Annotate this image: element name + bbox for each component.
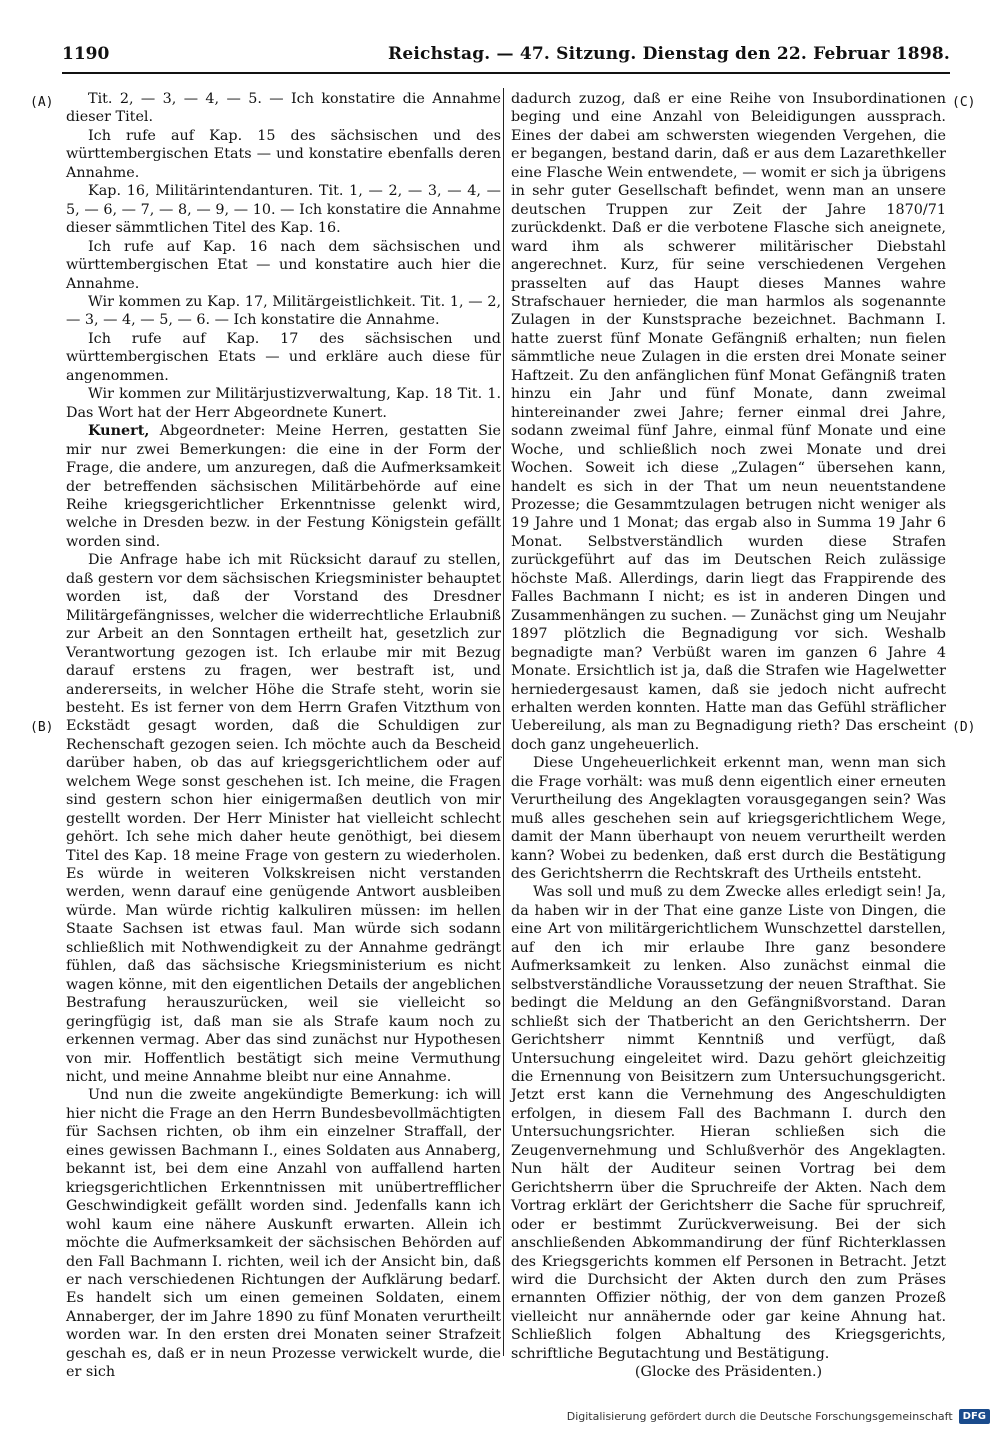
paragraph: Ich rufe auf Kap. 17 des sächsischen und württembergischen Etats — und erkläre auch diese für angenommen. bbox=[66, 330, 501, 384]
column-divider bbox=[503, 88, 504, 1356]
paragraph: Ich rufe auf Kap. 15 des sächsischen und des württembergischen Etats — und konstatire ebenfalls deren Annahme. bbox=[66, 127, 501, 181]
footer bbox=[567, 1409, 990, 1424]
speaker-name: Kunert, bbox=[88, 423, 150, 440]
margin-letter-b: (B) bbox=[30, 720, 54, 735]
paragraph: Wir kommen zur Militärjustizverwaltung, Kap. 18 Tit. 1. Das Wort hat der Herr Abgeordnete Kunert. bbox=[66, 386, 501, 421]
paragraph: Was soll und muß zu dem Zwecke alles erledigt sein! Ja, da haben wir in der That eine ganze Liste von Dingen, die eine Art von militärgerichtlichem Wunschzettel darstellen, auf den ich mir erlaube Ihre ganz besondere Aufmerksamkeit zu lenken. Also zunächst einmal die selbstverständliche Voraussetzung der neuen Strafthat. Sie bedingt die Meldung an den Gefängnißvorstand. Daran schließt sich der Thatbericht an den Gerichtsherrn. Der Gerichtsherr nimmt Kenntniß und verfügt, daß Untersuchung eingeleitet wird. Dazu gehört gleichzeitig die Ernennung von Beisitzern zum Untersuchungsgericht. Jetzt erst kann die Vernehmung des Angeschuldigten erfolgen, in diesem Fall des Bachmann I. durch den Untersuchungsrichter. Hieran schließen sich die Zeugenvernehmung und Schlußverhör des Angeklagten. Nun hält der Auditeur seinen Vortrag bei dem Gerichtsherrn über die Spruchreife der Akten. Nach dem Vortrag erklärt der Gerichtsherr die Sache für spruchreif, oder er bestimmt Zurückverweisung. Bei der sich anschließenden Abkommandirung der fünf Richterklassen des Kriegsgerichts kommen elf Personen in Betracht. Jetzt wird die Durchsicht der Akten durch den zum Präses ernannten Offizier nöthig, der von dem ganzen Prozeß vielleicht nur annähernde oder gar keine Ahnung hat. Schließlich folgen Abhaltung des Kriegsgerichts, schriftliche Begutachtung und Bestätigung. bbox=[511, 884, 946, 1362]
left-column bbox=[66, 90, 501, 1381]
margin-letter-c: (C) bbox=[952, 95, 976, 110]
dfg-logo: DFG bbox=[959, 1409, 990, 1424]
paragraph: Und nun die zweite angekündigte Bemerkung: ich will hier nicht die Frage an den Herrn Bundesbevollmächtigten für Sachsen richten, ob ihm ein einzelner Straffall, der eines gewissen Bachmann I., eines Soldaten aus Annaberg, bekannt ist, bei dem eine Anzahl von auffallend harten kriegsgerichtlichen Erkenntnissen mit unübertrefflicher Geschwindigkeit gefällt worden sind. Jedenfalls kann ich wohl kaum eine nähere Auskunft erwarten. Allein ich möchte die Aufmerksamkeit der sächsischen Behörden auf den Fall Bachmann I. richten, weil ich der Ansicht bin, daß er nach verschiedenen Richtungen der Aufklärung bedarf. Es handelt sich um einen gemeinen Soldaten, einem Annaberger, der im Jahre 1890 zu fünf Monaten verurtheilt worden war. In den ersten drei Monaten seiner Strafzeit geschah es, daß er in neun Prozesse verwickelt wurde, die er sich bbox=[66, 1087, 501, 1381]
paragraph: Kap. 16, Militärintendanturen. Tit. 1, — 2, — 3, — 4, — 5, — 6, — 7, — 8, — 9, — 10. — Ich konstatire die Annahme dieser sämmtlichen Titel des Kap. 16. bbox=[66, 183, 501, 237]
page-number: 1190 bbox=[62, 44, 110, 64]
speech-opening bbox=[66, 422, 501, 551]
paragraph: Ich rufe auf Kap. 16 nach dem sächsischen und württembergischen Etat — und konstatire auch hier die Annahme. bbox=[66, 238, 501, 292]
paragraph: Tit. 2, — 3, — 4, — 5. — Ich konstatire die Annahme dieser Titel. bbox=[66, 91, 501, 126]
paragraph: Wir kommen zu Kap. 17, Militärgeistlichkeit. Tit. 1, — 2, — 3, — 4, — 5, — 6. — Ich konstatire die Annahme. bbox=[66, 293, 501, 329]
paragraph: dadurch zuzog, daß er eine Reihe von Insubordinationen beging und eine Anzahl von Beleidigungen aussprach. Eines der dabei am schwersten wiegenden Vergehen, die er begangen, bestand darin, daß er aus dem Lazarethkeller eine Flasche Wein entwendete, — womit er sich ja übrigens in sehr guter Gesellschaft befindet, wenn man an unsere deutschen Truppen zur Zeit der Jahre 1870/71 zurückdenkt. Daß er die verbotene Flasche sich aneignete, ward ihm als schwerer militärischer Diebstahl angerechnet. Kurz, für seine verschiedenen Vergehen prasselten auf das Haupt dieses Mannes wahre Strafschauer hernieder, die man harmlos als sogenannte Zulagen in der Kunstsprache bezeichnet. Bachmann I. hatte zuerst fünf Monate Gefängniß erhalten; nun fielen sämmtliche neue Zulagen in die ersten drei Monate seiner Haftzeit. Zu den anfänglichen fünf Monat Gefängniß traten hinzu ein Jahr und fünf Monate, dann zweimal hintereinander zwei Jahre; ferner einmal drei Jahre, sodann zweimal fünf Jahre, einmal fünf Monate und eine Woche, und schließlich noch zwei Monate und drei Wochen. Soweit ich diese „Zulagen“ übersehen kann, handelt es sich in der That um neun neuentstandene Prozesse; die Gesammtzulagen betrugen nicht weniger als 19 Jahre und 1 Monat; das ergab also in Summa 19 Jahr 6 Monat. Selbstverständlich wurden diese Strafen zurückgeführt auf das im Deutschen Reich zulässige höchste Maß. Allerdings, darin liegt das Frappirende des Falles Bachmann I nicht; es ist in anderen Dingen und Zusammenhängen zu suchen. — Zunächst ging um Neujahr 1897 plötzlich die Begnadigung vor sich. Weshalb begnadigte man? Verbüßt waren im ganzen 6 Jahre 4 Monate. Ersichtlich ist ja, daß die Strafen wie Hagelwetter herniedergesaust kamen, daß sie jedoch nicht aufrecht erhalten werden konnten. Hatte man das Gefühl sträflicher Uebereilung, als man zu Begnadigung rieth? Das erscheint doch ganz ungeheuerlich. bbox=[511, 91, 946, 753]
stage-direction: (Glocke des Präsidenten.) bbox=[634, 1364, 823, 1381]
speech-text: Abgeordneter: Meine Herren, gestatten Sie mir nur zwei Bemerkungen: die eine in der Form der Frage, die andere, um anzuregen, daß die Aufmerksamkeit der betreffenden sächsischen Militärbehörde auf eine Reihe kriegsgerichtlicher Erkenntnisse gelenkt wird, welche in Dresden bezw. in der Festung Königstein gefällt worden sind. bbox=[66, 423, 501, 550]
page-header bbox=[62, 44, 950, 74]
right-column bbox=[511, 90, 946, 1381]
margin-letter-d: (D) bbox=[952, 720, 976, 735]
paragraph: Die Anfrage habe ich mit Rücksicht darauf zu stellen, daß gestern vor dem sächsischen Kriegsminister behauptet worden ist, daß der Vorstand des Dresdner Militärgefängnisses, welcher die widerrechtliche Erlaubniß zur Arbeit an den Sonntagen ertheilt hat, gesetzlich zur Verantwortung gezogen ist. Ich erlaube mir mit Bezug darauf erstens zu fragen, wer bestraft ist, und andererseits, in welcher Höhe die Strafe steht, worin sie besteht. Es ist ferner von dem Herrn Grafen Vitzthum von Eckstädt gesagt worden, daß die Schuldigen zur Rechenschaft gezogen seien. Ich möchte auch da Bescheid darüber haben, ob das auf kriegsgerichtlichem oder auf welchem Wege sonst geschehen ist. Ich meine, die Fragen sind gestern schon hier einigermaßen deutlich von mir gestellt worden. Der Herr Minister hat vielleicht schlecht gehört. Ich sehe mich daher heute genöthigt, bei diesem Titel des Kap. 18 meine Frage von gestern zu wiederholen. Es würde in weiteren Volkskreisen nicht verstanden werden, wenn darauf eine genügende Antwort ausbleiben würde. Man würde richtig kalkuliren müssen: im hellen Staate Sachsen ist etwas faul. Man würde sich sodann schließlich mit Nothwendigkeit zu der Annahme gedrängt fühlen, daß das sächsische Kriegsministerium es nicht wagen könne, mit den eigentlichen Details der angeblichen Bestrafung herauszurücken, weil sie vielleicht so geringfügig ist, daß man sie als Strafe kaum noch zu erkennen vermag. Aber das sind zunächst nur Hypothesen von mir. Hoffentlich bestätigt sich meine Vermuthung nicht, und meine Annahme bleibt nur eine Annahme. bbox=[66, 552, 501, 1086]
running-head: Reichstag. — 47. Sitzung. Dienstag den 22. Februar 1898. bbox=[388, 44, 950, 64]
margin-letter-a: (A) bbox=[30, 95, 54, 110]
funding-note: Digitalisierung gefördert durch die Deutsche Forschungsgemeinschaft bbox=[566, 1410, 953, 1423]
paragraph: Diese Ungeheuerlichkeit erkennt man, wenn man sich die Frage vorhält: was muß denn eigentlich einer erneuten Verurtheilung des Angeklagten vorausgegangen sein? Was muß alles geschehen sein auf kriegsgerichtlichem Wege, damit der Mann überhaupt von neuem verurtheilt werden kann? Wobei zu bedenken, daß erst durch die Bestätigung des Gerichtsherrn die Rechtskraft des Urtheils entsteht. bbox=[511, 755, 946, 883]
